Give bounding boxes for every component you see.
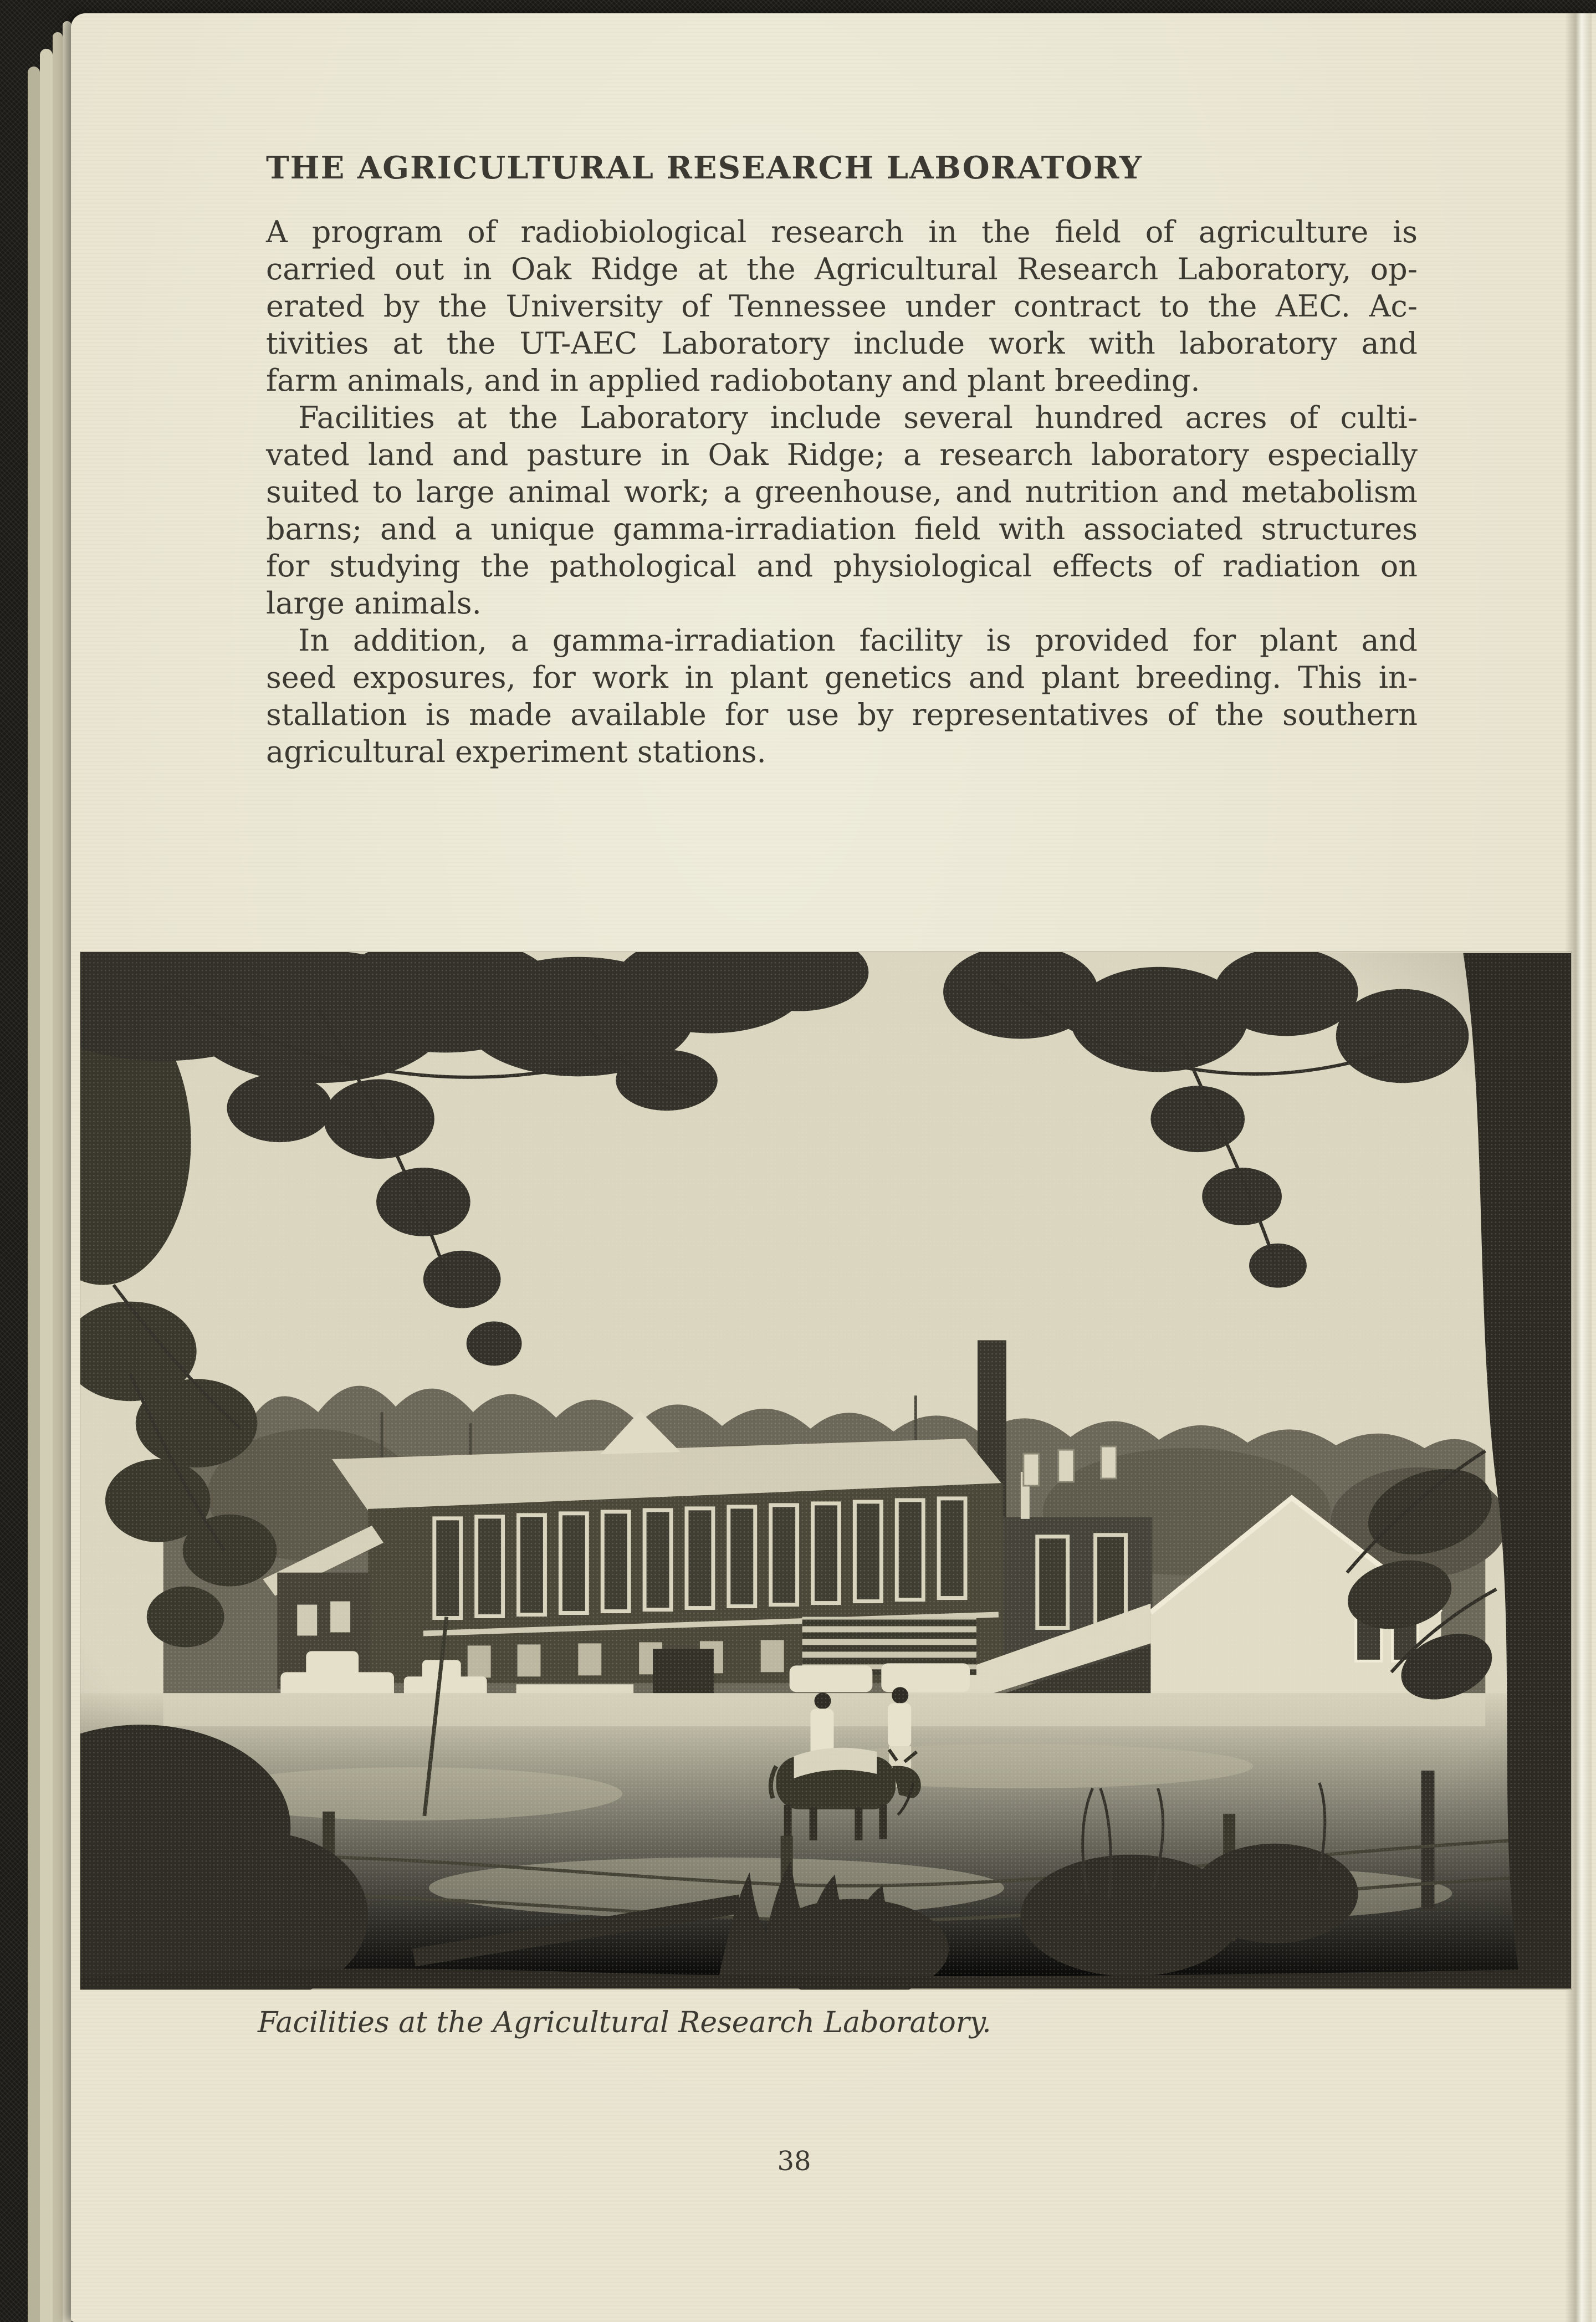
paragraph-3: In addition, a gamma-irradiation facility is provided for plant and seed exposures, for work in plant genetics and plant breeding. This in- stallation is made available for use by representatives of the southern agricultural experiment stations.: [266, 623, 1418, 769]
page-edge: [40, 49, 53, 2322]
page-title: THE AGRICULTURAL RESEARCH LABORATORY: [266, 149, 1143, 186]
page-number: 38: [777, 2146, 811, 2177]
page-edge: [63, 21, 71, 2322]
body-text: [266, 213, 1418, 770]
photo-vignette: [80, 953, 1571, 1989]
photo-caption: Facilities at the Agricultural Research Laboratory.: [258, 2006, 991, 2039]
photograph: [80, 952, 1571, 1989]
paragraph-1: A program of radiobiological research in the field of agriculture is carried out in Oak Ridge at the Agricultural Research Laboratory, op- erated by the University of Tennessee under contract to the AEC. Ac- tivities at the UT-AEC Laboratory include work with laboratory and farm animals, and in applied radiobotany and plant breeding.: [266, 214, 1418, 398]
paragraph-2: Facilities at the Laboratory include several hundred acres of culti- vated land and pasture in Oak Ridge; a research laboratory especially suited to large animal work; a greenhouse, and nutrition and metabolism barns; and a unique gamma-irradiation field with associated structures for studying the pathological and physiological effects of radiation on large animals.: [266, 400, 1418, 621]
page-edge: [53, 32, 63, 2322]
book-page: [71, 13, 1596, 2322]
page-edge: [28, 67, 40, 2322]
